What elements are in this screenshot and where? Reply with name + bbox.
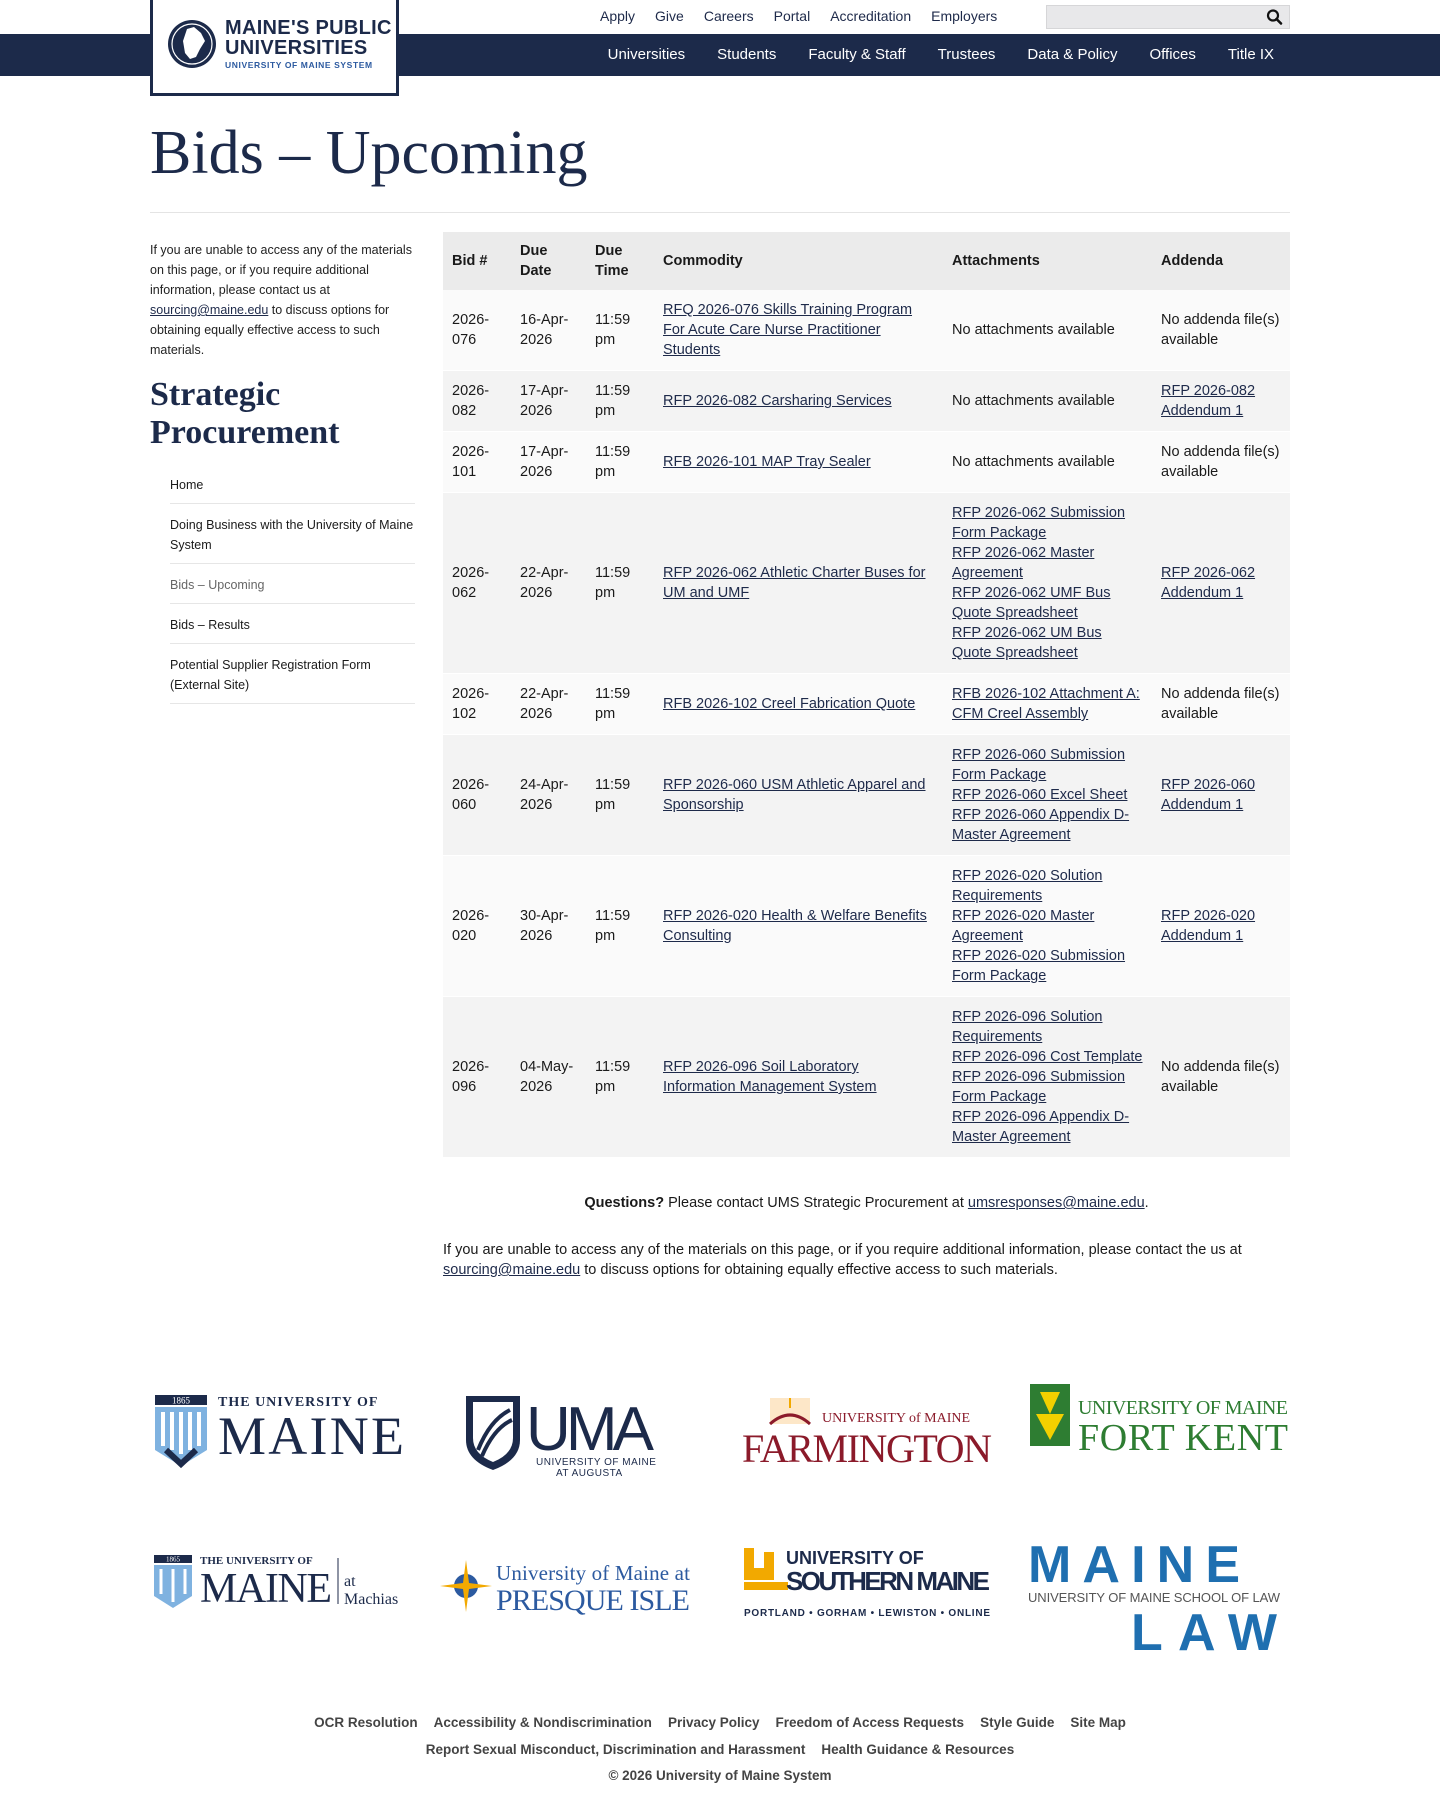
logo-line3: UNIVERSITY OF MAINE SYSTEM	[225, 60, 373, 70]
page-title: Bids – Upcoming	[150, 119, 588, 187]
due-date-cell: 04-May-2026	[511, 997, 586, 1158]
usm-line3: PORTLAND • GORHAM • LEWISTON • ONLINE	[744, 1608, 990, 1619]
commodity-link[interactable]: RFP 2026-062 Athletic Charter Buses for UM and UMF	[663, 565, 926, 601]
attachments-cell	[943, 674, 1152, 735]
access-email-link[interactable]: sourcing@maine.edu	[443, 1262, 581, 1278]
due-time-cell: 11:59 pm	[586, 735, 654, 856]
column-header: Due Date	[511, 232, 586, 290]
law-line2: UNIVERSITY OF MAINE SCHOOL OF LAW	[1028, 1590, 1280, 1605]
nav-data-policy[interactable]: Data & Policy	[1027, 46, 1118, 63]
attachments-cell-empty: No attachments available	[952, 393, 1115, 409]
footer-link-accessibility[interactable]: Accessibility & Nondiscrimination	[433, 1715, 652, 1730]
bids-table-body	[443, 290, 1290, 1157]
footer-row-1	[0, 1715, 1440, 1730]
attachment-link[interactable]: RFP 2026-060 Appendix D- Master Agreement	[952, 807, 1130, 843]
logo-uma[interactable]	[460, 1380, 720, 1490]
umm-at: at	[344, 1573, 356, 1590]
logo-umfk[interactable]	[1028, 1380, 1288, 1490]
table-row	[443, 856, 1290, 997]
sidebar-item-bids-results[interactable]: Bids – Results	[170, 612, 415, 644]
attachment-link[interactable]: RFP 2026-020 Submission Form Package	[952, 948, 1126, 984]
attachments-cell	[943, 432, 1152, 493]
due-time-cell: 11:59 pm	[586, 997, 654, 1158]
due-time-cell: 11:59 pm	[586, 674, 654, 735]
bid-number-cell: 2026-082	[443, 371, 511, 432]
attachment-link[interactable]: RFP 2026-096 Cost Template	[952, 1049, 1143, 1065]
commodity-cell	[654, 290, 943, 371]
bid-number-cell: 2026-076	[443, 290, 511, 371]
attachment-link[interactable]: RFP 2026-062 UMF Bus Quote Spreadsheet	[952, 585, 1111, 621]
umfk-line2: FORT KENT	[1078, 1417, 1288, 1459]
utility-link-give[interactable]: Give	[655, 8, 684, 24]
attachment-link[interactable]: RFP 2026-062 Submission Form Package	[952, 505, 1126, 541]
umm-place: Machias	[344, 1591, 399, 1608]
column-header: Commodity	[654, 232, 943, 290]
commodity-cell	[654, 493, 943, 674]
attachments-cell	[943, 371, 1152, 432]
due-date-cell: 30-Apr-2026	[511, 856, 586, 997]
addenda-cell	[1152, 856, 1290, 997]
logo-umaine[interactable]	[150, 1380, 410, 1490]
nav-faculty-staff[interactable]: Faculty & Staff	[808, 46, 906, 63]
footer-link-ocr[interactable]: OCR Resolution	[314, 1715, 418, 1730]
commodity-cell	[654, 856, 943, 997]
commodity-link[interactable]: RFP 2026-020 Health & Welfare Benefits Consulting	[663, 908, 927, 944]
bid-number-cell: 2026-062	[443, 493, 511, 674]
footer-link-site-map[interactable]: Site Map	[1070, 1715, 1126, 1730]
due-date-cell: 16-Apr-2026	[511, 290, 586, 371]
utility-links	[600, 8, 997, 24]
column-header: Due Time	[586, 232, 654, 290]
umaine-line1: THE UNIVERSITY OF	[218, 1395, 379, 1410]
footer-row-2	[0, 1742, 1440, 1757]
utility-link-accreditation[interactable]: Accreditation	[830, 8, 912, 24]
addenda-cell-empty: No addenda file(s) available	[1161, 444, 1280, 480]
usm-line1: UNIVERSITY OF	[786, 1548, 924, 1568]
utility-link-apply[interactable]: Apply	[600, 8, 636, 24]
nav-trustees[interactable]: Trustees	[937, 46, 996, 63]
logo-maine-law[interactable]	[1028, 1538, 1288, 1668]
commodity-cell	[654, 735, 943, 856]
umm-line1: THE UNIVERSITY OF	[200, 1555, 313, 1567]
uma-sub1: UNIVERSITY OF MAINE	[536, 1457, 657, 1468]
law-line3: LAW	[1131, 1604, 1277, 1662]
logo-usm[interactable]	[740, 1538, 1000, 1648]
copyright: © 2026 University of Maine System	[608, 1768, 832, 1783]
footer-link-foaa[interactable]: Freedom of Access Requests	[775, 1715, 965, 1730]
umaine-year: 1865	[172, 1395, 190, 1406]
addenda-cell	[1152, 493, 1290, 674]
umm-year: 1865	[166, 1555, 180, 1564]
attachments-cell	[943, 493, 1152, 674]
addenda-cell	[1152, 997, 1290, 1158]
umfk-line1: UNIVERSITY OF MAINE	[1078, 1397, 1288, 1419]
due-time-cell: 11:59 pm	[586, 856, 654, 997]
commodity-cell	[654, 371, 943, 432]
commodity-link[interactable]: RFB 2026-102 Creel Fabrication Quote	[663, 696, 916, 712]
table-row	[443, 290, 1290, 371]
table-row	[443, 371, 1290, 432]
addenda-cell	[1152, 432, 1290, 493]
attachment-link[interactable]: RFP 2026-060 Submission Form Package	[952, 747, 1126, 783]
footer-link-style-guide[interactable]: Style Guide	[980, 1715, 1055, 1730]
questions-line: Questions? Please contact UMS Strategic Procurement at umsresponses@maine.edu.	[584, 1195, 1149, 1211]
search-input[interactable]	[1047, 6, 1257, 28]
attachments-cell	[943, 735, 1152, 856]
sidebar-item-supplier-registration[interactable]: Potential Supplier Registration Form (External Site)	[170, 652, 415, 704]
footer-link-privacy[interactable]: Privacy Policy	[667, 1715, 760, 1730]
main-nav	[608, 46, 1274, 63]
due-date-cell: 17-Apr-2026	[511, 371, 586, 432]
search-icon[interactable]	[1265, 8, 1285, 26]
nav-title-ix[interactable]: Title IX	[1227, 46, 1274, 63]
addenda-cell	[1152, 290, 1290, 371]
commodity-link[interactable]: RFP 2026-082 Carsharing Services	[663, 393, 892, 409]
commodity-cell	[654, 674, 943, 735]
attachments-cell	[943, 997, 1152, 1158]
footer-link-report[interactable]: Report Sexual Misconduct, Discrimination and Harassment	[425, 1742, 806, 1757]
addenda-cell-empty: No addenda file(s) available	[1161, 312, 1280, 348]
nav-students[interactable]: Students	[717, 46, 777, 63]
utility-link-employers[interactable]: Employers	[931, 8, 998, 24]
logo-umm[interactable]	[150, 1538, 410, 1648]
commodity-link[interactable]: RFB 2026-101 MAP Tray Sealer	[663, 454, 871, 470]
bid-number-cell: 2026-102	[443, 674, 511, 735]
addendum-link[interactable]: RFP 2026-020 Addendum 1	[1161, 908, 1256, 944]
table-header-row	[443, 232, 1290, 290]
table-row	[443, 735, 1290, 856]
attachment-link[interactable]: RFP 2026-020 Solution Requirements	[952, 868, 1103, 904]
bid-number-cell: 2026-096	[443, 997, 511, 1158]
attachments-cell-empty: No attachments available	[952, 454, 1115, 470]
umaine-line2: MAINE	[218, 1406, 404, 1466]
attachment-link[interactable]: RFP 2026-060 Excel Sheet	[952, 787, 1128, 803]
attachment-link[interactable]: RFP 2026-062 Master Agreement	[952, 545, 1095, 581]
column-header: Bid #	[443, 232, 511, 290]
addenda-cell	[1152, 371, 1290, 432]
umpi-line2: PRESQUE ISLE	[496, 1584, 690, 1617]
uma-sub2: AT AUGUSTA	[556, 1468, 623, 1479]
nav-universities[interactable]: Universities	[607, 46, 686, 63]
law-line1: MAINE	[1028, 1538, 1240, 1594]
table-row	[443, 997, 1290, 1158]
addenda-cell-empty: No addenda file(s) available	[1161, 686, 1280, 722]
bid-number-cell: 2026-060	[443, 735, 511, 856]
logo-line2: UNIVERSITIES	[225, 37, 368, 59]
commodity-link[interactable]: RFP 2026-060 USM Athletic Apparel and Sponsorship	[663, 777, 926, 813]
nav-offices[interactable]: Offices	[1149, 46, 1196, 63]
umf-name: FARMINGTON	[742, 1426, 992, 1471]
sidebar	[150, 240, 415, 712]
lighthouse-icon	[744, 1548, 774, 1580]
sidebar-email-link[interactable]: sourcing@maine.edu	[150, 303, 269, 317]
utility-link-careers[interactable]: Careers	[703, 8, 754, 24]
questions-email-link[interactable]: umsresponses@maine.edu	[967, 1195, 1145, 1211]
attachments-cell	[943, 290, 1152, 371]
column-header: Addenda	[1152, 232, 1290, 290]
due-time-cell: 11:59 pm	[586, 493, 654, 674]
commodity-cell	[654, 432, 943, 493]
search-box	[1046, 5, 1290, 29]
addenda-cell-empty: No addenda file(s) available	[1161, 1059, 1280, 1095]
commodity-link[interactable]: RFQ 2026-076 Skills Training Program For Acute Care Nurse Practitioner Students	[663, 302, 913, 358]
addendum-link[interactable]: RFP 2026-082 Addendum 1	[1161, 383, 1256, 419]
sidebar-access-note: If you are unable to access any of the materials on this page, or if you require additional information, please contact us at sourcing@maine.edu to discuss options for obtaining equally effective access to such materials.	[150, 243, 412, 357]
footer-link-health[interactable]: Health Guidance & Resources	[821, 1742, 1015, 1757]
addenda-cell	[1152, 674, 1290, 735]
access-note: If you are unable to access any of the materials on this page, or if you require additional information, please contact the us at sourcing@maine.edu to discuss options for obtaining equally effective access to such materials.	[443, 1242, 1242, 1278]
attachment-link[interactable]: RFP 2026-096 Appendix D- Master Agreement	[952, 1109, 1130, 1145]
column-header: Attachments	[943, 232, 1152, 290]
attachment-link[interactable]: RFP 2026-096 Solution Requirements	[952, 1009, 1103, 1045]
utility-link-portal[interactable]: Portal	[773, 8, 811, 24]
table-row	[443, 432, 1290, 493]
due-date-cell: 17-Apr-2026	[511, 432, 586, 493]
due-time-cell: 11:59 pm	[586, 290, 654, 371]
logo-line1: MAINE'S PUBLIC	[225, 17, 392, 39]
logo-umpi[interactable]	[440, 1538, 700, 1648]
addendum-link[interactable]: RFP 2026-060 Addendum 1	[1161, 777, 1256, 813]
attachments-cell-empty: No attachments available	[952, 322, 1115, 338]
table-row	[443, 493, 1290, 674]
commodity-link[interactable]: RFP 2026-096 Soil Laboratory Information Management System	[663, 1059, 877, 1095]
commodity-cell	[654, 997, 943, 1158]
attachment-link[interactable]: RFP 2026-062 UM Bus Quote Spreadsheet	[952, 625, 1102, 661]
sidebar-item-home[interactable]: Home	[170, 472, 415, 504]
usm-line2: SOUTHERN MAINE	[786, 1566, 990, 1596]
site-logo[interactable]	[150, 0, 399, 96]
bid-number-cell: 2026-020	[443, 856, 511, 997]
footer-links	[0, 1715, 1440, 1769]
sidebar-nav	[170, 472, 415, 704]
due-date-cell: 22-Apr-2026	[511, 493, 586, 674]
due-time-cell: 11:59 pm	[586, 371, 654, 432]
due-date-cell: 22-Apr-2026	[511, 674, 586, 735]
addendum-link[interactable]: RFP 2026-062 Addendum 1	[1161, 565, 1256, 601]
sidebar-item-doing-business[interactable]: Doing Business with the University of Maine System	[170, 512, 415, 564]
uma-name: UMA	[526, 1395, 654, 1464]
table-row	[443, 674, 1290, 735]
due-date-cell: 24-Apr-2026	[511, 735, 586, 856]
attachment-link[interactable]: RFB 2026-102 Attachment A: CFM Creel Assembly	[952, 686, 1140, 722]
divider	[150, 212, 1290, 213]
umpi-line1: University of Maine at	[496, 1561, 690, 1585]
umm-line2: MAINE	[200, 1566, 332, 1612]
umf-top: UNIVERSITY of MAINE	[822, 1411, 971, 1426]
logo-umf[interactable]	[740, 1380, 1000, 1490]
bids-table	[443, 232, 1290, 1157]
addenda-cell	[1152, 735, 1290, 856]
maine-state-icon	[167, 19, 217, 69]
attachments-cell	[943, 856, 1152, 997]
sidebar-heading: Strategic Procurement	[150, 376, 340, 451]
bid-number-cell: 2026-101	[443, 432, 511, 493]
attachment-link[interactable]: RFP 2026-020 Master Agreement	[952, 908, 1095, 944]
attachment-link[interactable]: RFP 2026-096 Submission Form Package	[952, 1069, 1126, 1105]
sidebar-item-bids-upcoming[interactable]: Bids – Upcoming	[170, 572, 415, 604]
due-time-cell: 11:59 pm	[586, 432, 654, 493]
